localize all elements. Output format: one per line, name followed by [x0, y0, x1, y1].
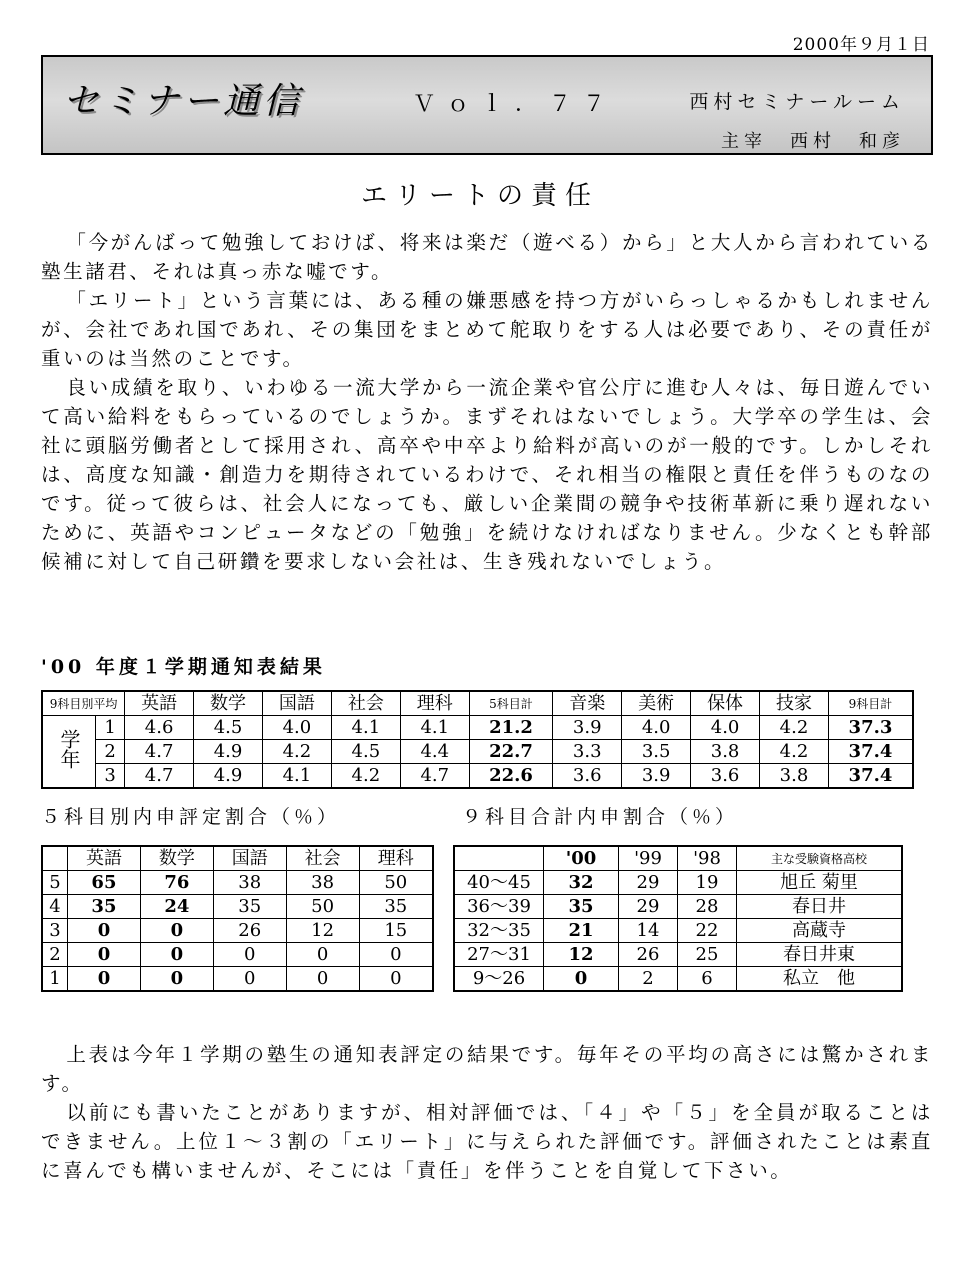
nine-subject-heading: ９科目合計内申割合（％）: [462, 806, 739, 828]
table-cell: 50: [286, 895, 359, 919]
table-cell: 4.7: [400, 764, 469, 789]
range-cell: 9～26: [454, 967, 544, 992]
table-cell: 4.2: [331, 764, 400, 789]
report-heading: '00 年度１学期通知表結果: [41, 656, 326, 678]
table-cell: 4.1: [331, 716, 400, 740]
rating-cell: 1: [42, 967, 68, 992]
table-cell: 0: [359, 967, 433, 992]
table-cell: 4.4: [400, 740, 469, 764]
report-header-cell: 9科目計: [828, 691, 913, 716]
report-header-cell: 美術: [622, 691, 691, 716]
table-cell: 29: [619, 871, 678, 895]
table-cell: 22: [678, 919, 737, 943]
five-header-cell: 理科: [359, 846, 433, 871]
table-cell: 38: [213, 871, 286, 895]
table-cell: 21: [544, 919, 619, 943]
table-cell: 14: [619, 919, 678, 943]
organization-name: 西村セミナールーム: [689, 91, 905, 113]
table-cell: 0: [213, 967, 286, 992]
table-cell: 24: [140, 895, 213, 919]
table-cell: 3.9: [622, 764, 691, 789]
table-cell: 4.9: [194, 764, 263, 789]
table-cell: 19: [678, 871, 737, 895]
table-cell: 28: [678, 895, 737, 919]
table-cell: 0: [286, 943, 359, 967]
article-paragraph-2: 「エリート」という言葉には、ある種の嫌悪感を持つ方がいらっしゃるかもしれませんが、会社であれ国であれ、その集団をまとめて舵取りをする人は必要であり、その責任が重いのは当然のことです。: [41, 289, 933, 370]
five-subject-heading: ５科目別内申評定割合（％）: [41, 806, 341, 828]
school-cell: 春日井: [737, 895, 903, 919]
closing-paragraph-2: 以前にも書いたことがありますが、相対評価では、「４」や「５」を全員が取ることはできません。上位１～３割の「エリート」に与えられた評価です。評価されたことは素直に喜んでも構いませんが、そこには「責任」を伴うことを自覚して下さい。: [41, 1101, 933, 1182]
table-cell: 4.2: [262, 740, 331, 764]
table-cell: 6: [678, 967, 737, 992]
table-cell: 50: [359, 871, 433, 895]
report-table: [41, 690, 914, 789]
five-header-row: [42, 846, 433, 871]
table-cell: 4.7: [125, 740, 194, 764]
grade-label-text: 学年: [57, 729, 81, 769]
article-paragraph-1: 「今がんばって勉強しておけば、将来は楽だ（遊べる）から」と大人から言われている塾生諸君、それは真っ赤な嘘です。: [41, 231, 933, 283]
table-row: [42, 967, 433, 992]
table-cell: 25: [678, 943, 737, 967]
table-cell: 0: [213, 943, 286, 967]
range-cell: 36～39: [454, 895, 544, 919]
table-cell: 0: [286, 967, 359, 992]
rating-cell: 3: [42, 919, 68, 943]
report-header-row: [42, 691, 913, 716]
table-row: [454, 943, 902, 967]
table-cell: 3.9: [553, 716, 622, 740]
table-cell: 35: [213, 895, 286, 919]
report-header-cell: 保体: [691, 691, 760, 716]
table-cell: 0: [544, 967, 619, 992]
grade-cell: 1: [96, 716, 125, 740]
table-cell: 0: [359, 943, 433, 967]
rating-cell: 5: [42, 871, 68, 895]
report-header-cell: 理科: [400, 691, 469, 716]
article-title: エリートの責任: [360, 181, 599, 211]
nine-header-cell: '99: [619, 846, 678, 871]
range-cell: 40～45: [454, 871, 544, 895]
table-cell: 2: [619, 967, 678, 992]
grade-cell: 2: [96, 740, 125, 764]
report-header-cell: 国語: [262, 691, 331, 716]
table-cell: 12: [544, 943, 619, 967]
report-header-cell: 9科目別平均: [42, 691, 125, 716]
rating-cell: 2: [42, 943, 68, 967]
table-cell: 26: [213, 919, 286, 943]
report-header-cell: 音楽: [553, 691, 622, 716]
table-cell: 3.8: [691, 740, 760, 764]
table-row: [454, 919, 902, 943]
newsletter-title: セミナー通信: [63, 81, 304, 122]
grade-row-label: [42, 716, 96, 789]
range-cell: 27～31: [454, 943, 544, 967]
nine-header-cell: [454, 846, 544, 871]
closing-paragraph-1: 上表は今年１学期の塾生の通知表評定の結果です。毎年その平均の高さには驚かされます。: [41, 1043, 933, 1095]
grade-cell: 3: [96, 764, 125, 789]
table-cell: 0: [140, 967, 213, 992]
total-cell: 22.6: [469, 764, 553, 789]
five-subject-table: [41, 845, 434, 992]
table-cell: 65: [68, 871, 141, 895]
table-cell: 3.5: [622, 740, 691, 764]
table-cell: 3.8: [760, 764, 829, 789]
table-row: [42, 764, 913, 789]
report-header-cell: 社会: [331, 691, 400, 716]
table-row: [454, 967, 902, 992]
five-header-cell: [42, 846, 68, 871]
table-cell: 35: [544, 895, 619, 919]
table-row: [454, 871, 902, 895]
table-cell: 0: [140, 943, 213, 967]
table-cell: 4.9: [194, 740, 263, 764]
table-cell: 35: [68, 895, 141, 919]
school-cell: 高蔵寺: [737, 919, 903, 943]
rating-cell: 4: [42, 895, 68, 919]
table-cell: 35: [359, 895, 433, 919]
table-cell: 4.6: [125, 716, 194, 740]
nine-header-cell: '98: [678, 846, 737, 871]
table-cell: 4.0: [691, 716, 760, 740]
report-header-cell: 数学: [194, 691, 263, 716]
five-header-cell: 社会: [286, 846, 359, 871]
five-header-cell: 数学: [140, 846, 213, 871]
table-cell: 26: [619, 943, 678, 967]
table-cell: 0: [68, 919, 141, 943]
table-cell: 4.0: [262, 716, 331, 740]
table-cell: 29: [619, 895, 678, 919]
table-cell: 15: [359, 919, 433, 943]
table-cell: 4.7: [125, 764, 194, 789]
table-cell: 0: [140, 919, 213, 943]
table-cell: 4.5: [331, 740, 400, 764]
nine-subject-table: [453, 845, 903, 992]
table-cell: 0: [68, 943, 141, 967]
total-cell: 37.4: [828, 740, 913, 764]
table-cell: 4.0: [622, 716, 691, 740]
table-row: [42, 919, 433, 943]
report-header-cell: 技家: [760, 691, 829, 716]
table-cell: 3.3: [553, 740, 622, 764]
nine-header-row: [454, 846, 902, 871]
school-cell: 私立 他: [737, 967, 903, 992]
table-cell: 12: [286, 919, 359, 943]
table-cell: 3.6: [553, 764, 622, 789]
table-cell: 4.1: [262, 764, 331, 789]
masthead: [41, 55, 933, 155]
range-cell: 32～35: [454, 919, 544, 943]
total-cell: 21.2: [469, 716, 553, 740]
table-cell: 3.6: [691, 764, 760, 789]
table-row: [42, 871, 433, 895]
nine-header-cell: '00: [544, 846, 619, 871]
table-cell: 0: [68, 967, 141, 992]
table-row: [42, 943, 433, 967]
table-cell: 76: [140, 871, 213, 895]
table-row: [42, 895, 433, 919]
table-row: [42, 716, 913, 740]
table-cell: 4.2: [760, 740, 829, 764]
total-cell: 37.4: [828, 764, 913, 789]
issue-date: 2000年９月１日: [792, 35, 930, 55]
school-cell: 春日井東: [737, 943, 903, 967]
report-header-cell: 英語: [125, 691, 194, 716]
author-name: 主宰 西村 和彦: [721, 131, 905, 152]
table-cell: 32: [544, 871, 619, 895]
nine-header-cell: 主な受験資格高校: [737, 846, 903, 871]
table-row: [454, 895, 902, 919]
article-paragraph-3: 良い成績を取り、いわゆる一流大学から一流企業や官公庁に進む人々は、毎日遊んでいて高い給料をもらっているのでしょうか。まずそれはないでしょう。大学卒の学生は、会社に頭脳労働者として採用され、高卒や中卒より給料が高いのが一般的です。しかしそれは、高度な知識・創造力を期待されているわけで、それ相当の権限と責任を伴うものなのです。従って彼らは、社会人になっても、厳しい企業間の競争や技術革新に乗り遅れないために、英語やコンピュータなどの「勉強」を続けなければなりません。少なくとも幹部候補に対して自己研鑽を要求しない会社は、生き残れないでしょう。: [41, 376, 933, 573]
report-header-cell: 5科目計: [469, 691, 553, 716]
volume-number: Ｖｏｌ．７７: [413, 92, 618, 117]
total-cell: 22.7: [469, 740, 553, 764]
five-header-cell: 英語: [68, 846, 141, 871]
table-row: [42, 740, 913, 764]
table-cell: 4.5: [194, 716, 263, 740]
table-cell: 38: [286, 871, 359, 895]
table-cell: 4.2: [760, 716, 829, 740]
table-cell: 4.1: [400, 716, 469, 740]
school-cell: 旭丘 菊里: [737, 871, 903, 895]
total-cell: 37.3: [828, 716, 913, 740]
five-header-cell: 国語: [213, 846, 286, 871]
